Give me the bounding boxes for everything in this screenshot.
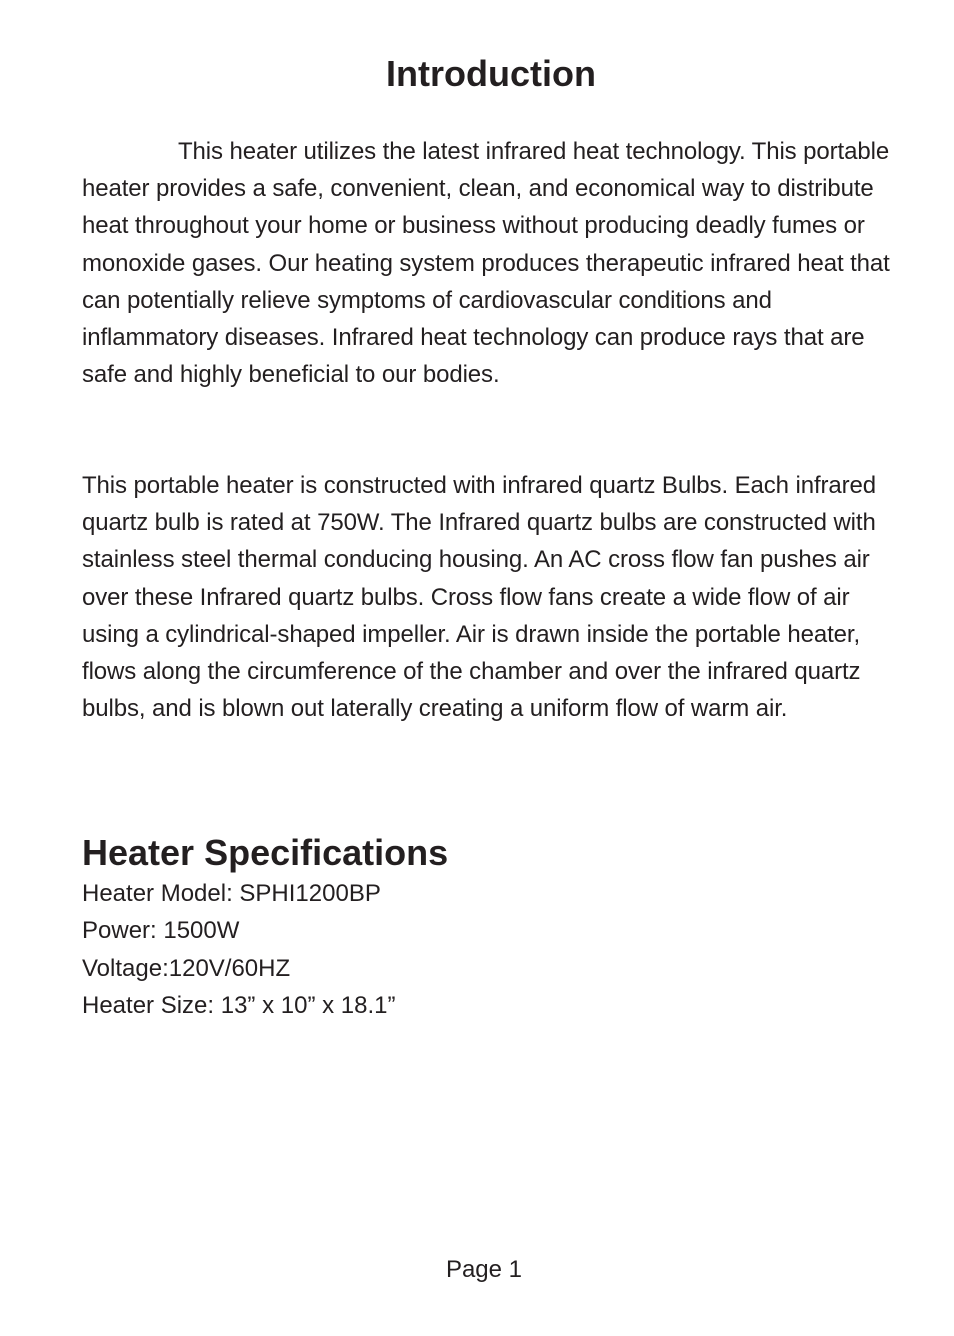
specifications-list <box>82 875 395 1024</box>
specifications-heading: Heater Specifications <box>82 832 449 873</box>
introduction-paragraph: This heater utilizes the latest infrared heat technology. This portable heater provides a safe, convenient, clean, and economical way to distribute heat throughout your home or business without producing deadly fumes or monoxide gases. Our heating system produces therapeutic infrared heat that can potentially relieve symptoms of cardiovascular conditions and inflammatory diseases. Infrared heat technology can produce rays that are safe and highly beneficial to our bodies. <box>82 138 890 389</box>
construction-paragraph: This portable heater is constructed with infrared quartz Bulbs. Each infrared quartz bulb is rated at 750W. The Infrared quartz bulbs are constructed with stainless steel thermal conducing housing. An AC cross flow fan pushes air over these Infrared quartz bulbs. Cross flow fans create a wide flow of air using a cylindrical-shaped impeller. Air is drawn inside the portable heater, flows along the circumference of the chamber and over the infrared quartz bulbs, and is blown out laterally creating a uniform flow of warm air. <box>82 472 877 723</box>
spec-item-voltage: Voltage:120V/60HZ <box>82 954 291 982</box>
page-number: Page 1 <box>445 1256 523 1283</box>
introduction-heading: Introduction <box>386 53 596 94</box>
spec-item-power: Power: 1500W <box>82 917 240 945</box>
spec-item-size: Heater Size: 13” x 10” x 18.1” <box>82 991 396 1019</box>
spec-item-model: Heater Model: SPHI1200BP <box>82 880 381 907</box>
